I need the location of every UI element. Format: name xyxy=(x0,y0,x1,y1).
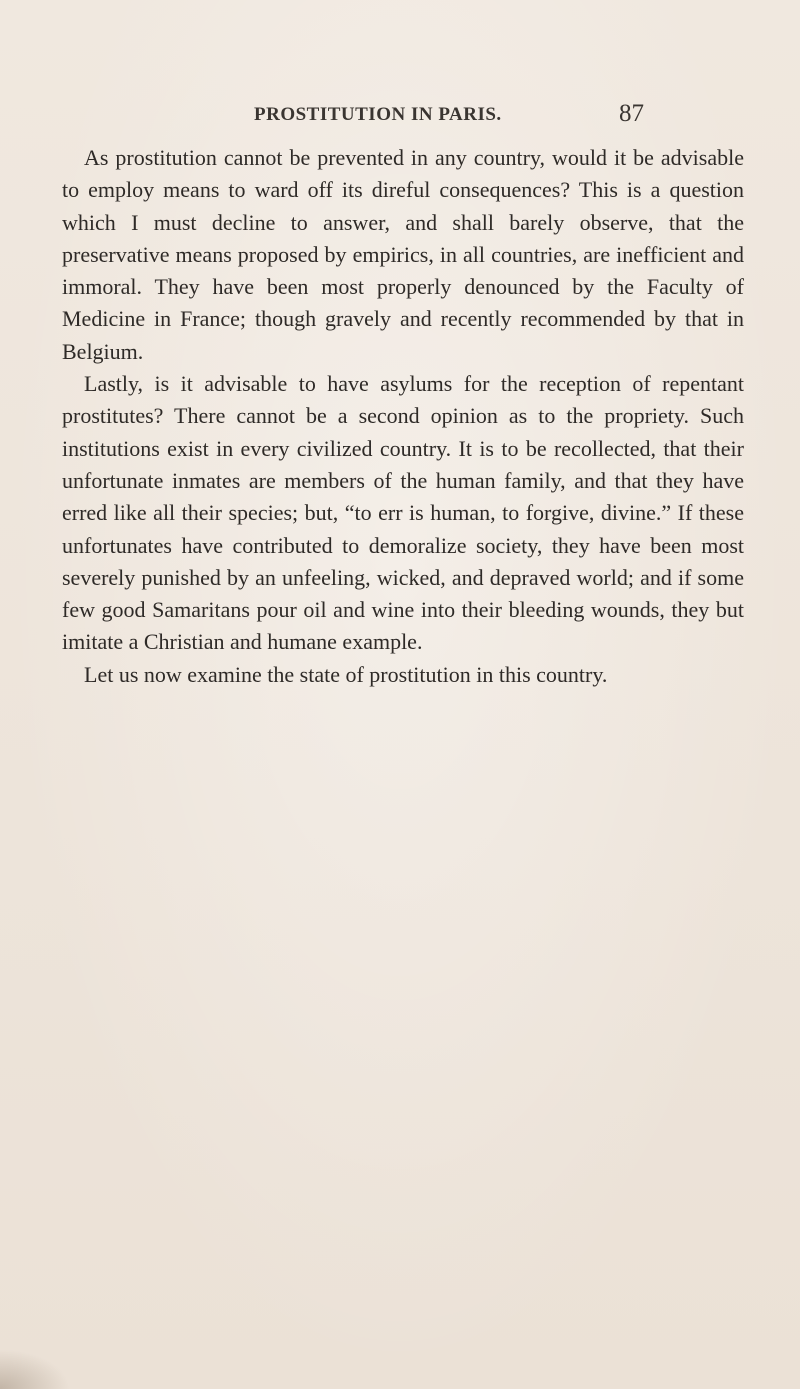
running-title: PROSTITUTION IN PARIS. xyxy=(254,104,502,125)
paragraph-2: Lastly, is it advisable to have asylums for the reception of repentant prostitutes? There cannot be a second opinion as to the propriety. Such institutions exist in every civilized country. It is to be recollected, that their unfortunate inmates are members of the human family, and that they have erred like all their species; but, “to err is human, to forgive, divine.” If these unfortunates have contributed to demoralize society, they have been most severely punished by an unfeeling, wicked, and depraved world; and if some few good Samaritans pour oil and wine into their bleeding wounds, they but imitate a Christian and humane example. xyxy=(62,371,744,655)
page-number: 87 xyxy=(619,100,644,127)
paragraph-1: As prostitution cannot be prevented in any country, would it be advisable to employ means to ward off its direful consequences? This is a question which I must decline to answer, and shall barely observe, that the preservative means proposed by empirics, in all countries, are inefficient and immoral. They have been most properly denounced by the Faculty of Medicine in France; though gravely and recently recommended by that in Belgium. xyxy=(62,145,744,364)
paragraph-3: Let us now examine the state of prostitution in this country. xyxy=(84,661,608,687)
page-corner-shadow xyxy=(0,1349,70,1389)
body-text xyxy=(62,142,744,691)
